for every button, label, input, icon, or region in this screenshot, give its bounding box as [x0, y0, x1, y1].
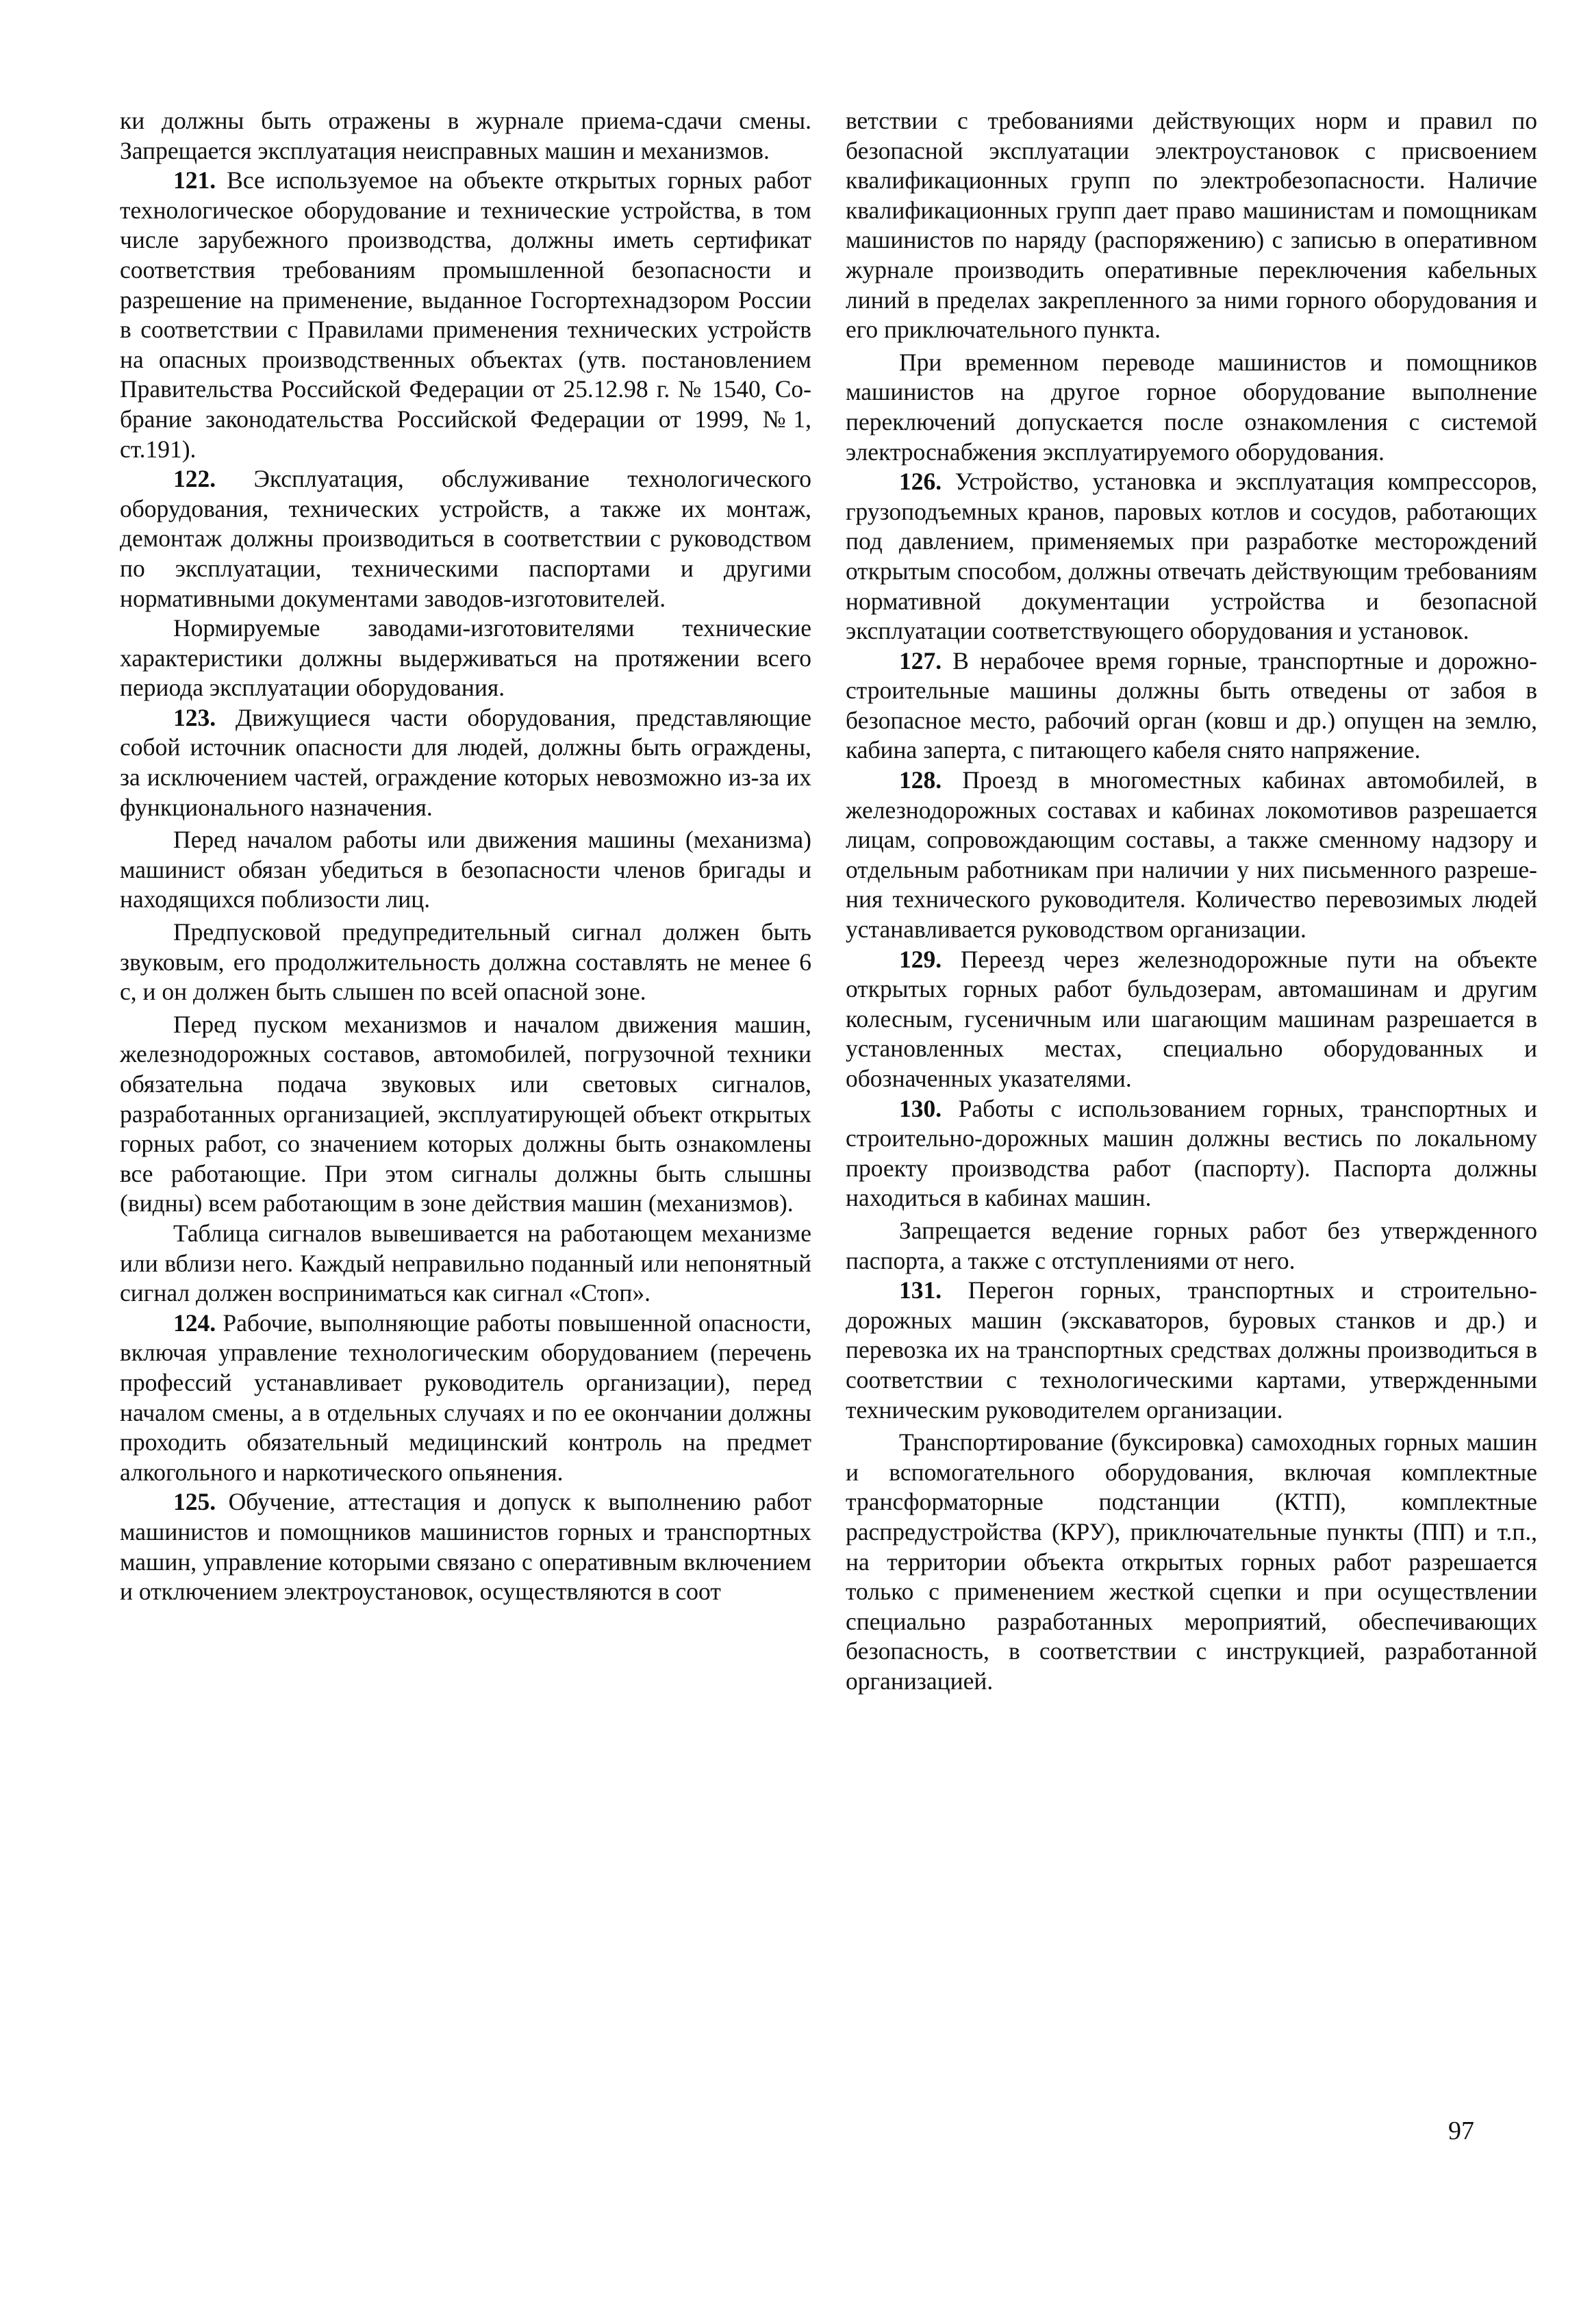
paragraph-text: ки должны быть отражены в журнале приема-сдачи смены. Запрещается эксплуатация неисправных машин и механизмов. — [120, 107, 811, 164]
paragraph — [846, 1276, 1537, 1425]
clause-number: 123. — [173, 703, 216, 731]
paragraph — [846, 348, 1537, 467]
paragraph-text: Обучение, аттестация и допуск к выполнению работ машинистов и помощников машинистов горных и транспортных машин, управление которыми связано с оперативным включением и отключением электроустановок, осуществляются в соот — [120, 1488, 811, 1606]
paragraph — [846, 467, 1537, 646]
paragraph-text: Нормируемые заводами-изготовителями технические характеристики должны выдерживаться на протяжении всего периода эксплуатации оборудования. — [120, 614, 811, 702]
page-number: 97 — [1448, 2117, 1474, 2145]
left-column — [120, 106, 811, 1607]
paragraph-text: Переезд через железнодорожные пути на объекте открытых горных работ бульдозерам, автомашинам и другим колесным, гусеничным или шагающим машинам разрешается в установленных местах, специально оборудованных и обозначенных указателями. — [846, 945, 1537, 1092]
paragraph — [120, 1309, 811, 1488]
clause-number: 128. — [899, 766, 942, 794]
paragraph — [846, 945, 1537, 1094]
paragraph-text: В нерабочее время горные, транспортные и дорожно-строительные машины должны быть отведены от забоя в безопасное место, рабочий орган (ковш и др.) опущен на землю, кабина заперта, с питающего кабеля снято напряжение. — [846, 646, 1537, 764]
paragraph-text: Запрещается ведение горных работ без утвержденного паспорта, а также с отступлениями от него. — [846, 1216, 1537, 1274]
paragraph-text: ветствии с требованиями действующих норм и правил по безопасной эксплуатации электроустановок с присвоением квалификационных групп по электробезопасности. Наличие квалификационных групп дает право машинистам и помощникам машинистов по наряду (распоряжению) с записью в оперативном журнале производить оперативные переключения кабельных линий в пределах закрепленного за ними горного оборудования и его приключательного пункта. — [846, 107, 1537, 344]
paragraph-text: Устройство, установка и эксплуатация компрессоров, грузоподъемных кранов, паровых котлов и сосудов, работающих под давлением, применяемых при разработке месторождений открытым способом, должны отвечать действующим требованиям нормативной документации устройства и безопасной эксплуатации соответствующего оборудования и установок. — [846, 468, 1537, 645]
paragraph-text: Работы с использованием горных, транспортных и строительно-дорожных машин должны вестись по локальному проекту производства работ (паспорту). Паспорта должны находиться в кабинах машин. — [846, 1094, 1537, 1212]
paragraph-text: При временном переводе машинистов и помощников машинистов на другое горное оборудование выполнение переключений допускается после ознакомления с системой электроснабжения эксплуатируемого оборудования. — [846, 348, 1537, 466]
paragraph-text: Эксплуатация, обслуживание технологического оборудования, технических устройств, а также их монтаж, демонтаж должны производиться в соответствии с руководством по эксплуатации, техническими паспортами и другими нормативными документами заводов-изготовителей. — [120, 465, 811, 612]
right-column — [846, 106, 1537, 1696]
paragraph — [120, 918, 811, 1007]
paragraph — [846, 766, 1537, 945]
paragraph — [120, 106, 811, 166]
paragraph — [120, 825, 811, 915]
clause-number: 122. — [173, 465, 216, 493]
paragraph — [846, 106, 1537, 345]
clause-number: 131. — [899, 1276, 942, 1304]
paragraph-text: Предпусковой предупредительный сигнал должен быть звуковым, его продолжительность должна составлять не менее 6 с, и он должен быть слышен по всей опасной зоне. — [120, 918, 811, 1006]
clause-number: 124. — [173, 1309, 216, 1337]
clause-number: 127. — [899, 646, 942, 674]
paragraph — [120, 464, 811, 614]
paragraph-text: Движущиеся части оборудования, представляющие собой источник опасности для людей, должны быть ограждены, за исключением частей, ограждение которых невозможно из-за их функционального назначения. — [120, 703, 811, 821]
paragraph-text: Перегон горных, транспортных и строительно-дорожных машин (экскаваторов, буровых станков и др.) и перевозка их на транспортных средствах должны производиться в соответствии с технологическими картами, утвержденными техническим руководителем организации. — [846, 1276, 1537, 1424]
paragraph — [846, 646, 1537, 766]
paragraph — [120, 1487, 811, 1606]
paragraph-text: Перед началом работы или движения машины (механизма) машинист обязан убедиться в безопасности членов бригады и находящихся поблизости лиц. — [120, 826, 811, 913]
paragraph — [120, 1010, 811, 1219]
paragraph-text: Все используемое на объекте открытых горных работ технологическое оборудование и технические устройства, в том числе зарубежного производства, должны иметь сертификат соответствия требованиям промышленной безопасности и разрешение на применение, выданное Госгортехнадзором России в соответствии с Правилами применения технических устройств на опасных производственных объектах (утв. постановлением Правительства Российской Федерации от 25.12.98 г. № 1540, Собрание законодательства Российской Федерации от 1999, №1, ст.191). — [120, 166, 811, 463]
paragraph — [846, 1428, 1537, 1696]
paragraph-text: Транспортирование (буксировка) самоходных горных машин и вспомогательного оборудования, включая комплектные трансформаторные подстанции (КТП), комплектные распредустройства (КРУ), приключательные пункты (ПП) и т.п., на территории объекта открытых горных работ разрешается только с применением жесткой сцепки и при осуществлении специально разработанных мероприятий, обеспечивающих безопасность, в соответствии с инструкцией, разработанной организацией. — [846, 1428, 1537, 1695]
paragraph — [846, 1094, 1537, 1213]
clause-number: 121. — [173, 166, 216, 194]
paragraph-text: Таблица сигналов вывешивается на работающем механизме или вблизи него. Каждый неправильно поданный или непонятный сигнал должен восприниматься как сигнал «Стоп». — [120, 1219, 811, 1307]
clause-number: 125. — [173, 1488, 216, 1516]
paragraph-text: Перед пуском механизмов и началом движения машин, железнодорожных составов, автомобилей, погрузочной техники обязательна подача звуковых или световых сигналов, разработанных организацией, эксплуатирующей объект открытых горных работ, со значением которых должны быть ознакомлены все работающие. При этом сигналы должны быть слышны (видны) всем работающим в зоне действия машин (механизмов). — [120, 1010, 811, 1217]
paragraph — [846, 1216, 1537, 1276]
paragraph-text: Рабочие, выполняющие работы повышенной опасности, включая управление технологическим оборудованием (перечень профессий устанавливает руководитель организации), перед началом смены, а в отдельных случаях и по ее окончании должны проходить обязательный медицинский контроль на предмет алкогольного и наркотического опьянения. — [120, 1309, 811, 1486]
clause-number: 130. — [899, 1094, 942, 1122]
clause-number: 129. — [899, 945, 942, 973]
paragraph — [120, 614, 811, 703]
clause-number: 126. — [899, 468, 942, 496]
paragraph-text: Проезд в многоместных кабинах автомобилей, в железнодорожных составах и кабинах локомотивов разрешается лицам, сопровождающим составы, а также сменному надзору и отдельным работникам при наличии у них письменного разрешения технического руководителя. Количество перевозимых людей устанавливается руководством организации. — [846, 766, 1537, 944]
paragraph — [120, 166, 811, 464]
paragraph — [120, 703, 811, 822]
paragraph — [120, 1219, 811, 1309]
